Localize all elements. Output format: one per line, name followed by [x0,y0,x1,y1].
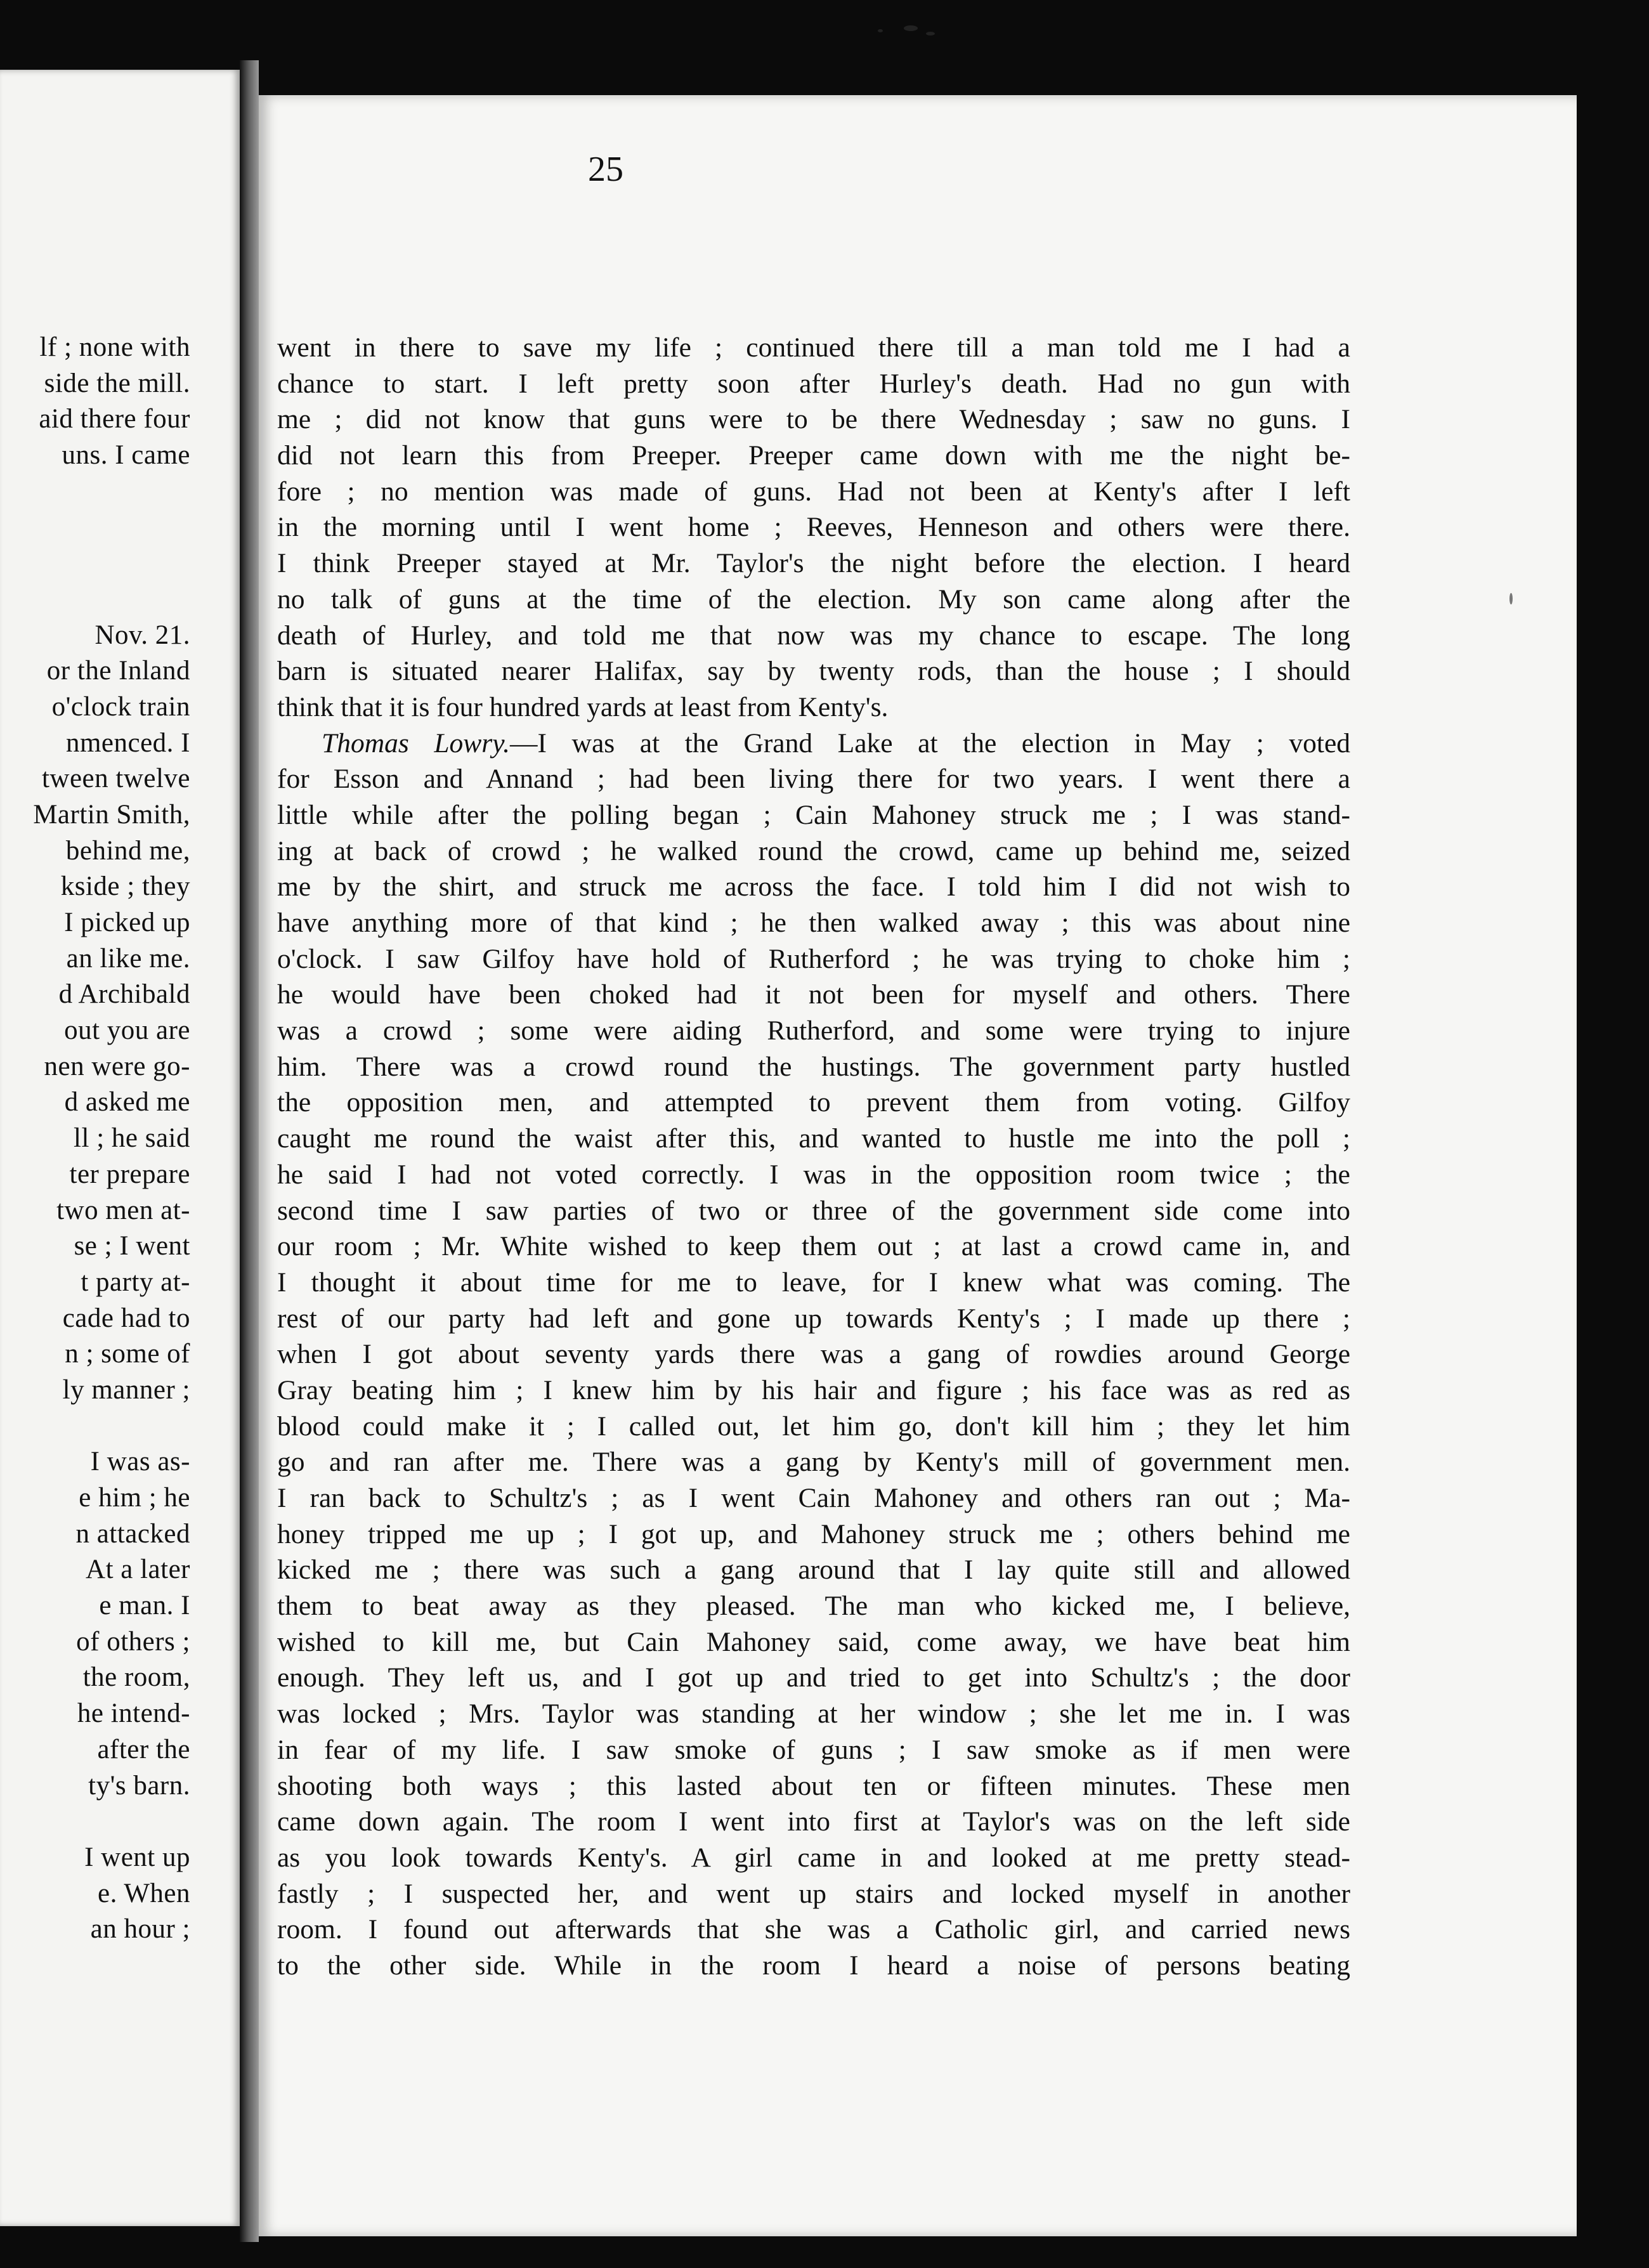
text-line: in fear of my life. I saw smoke of guns ; I saw smoke as if men were [277,1734,1350,1765]
text-line: shooting both ways ; this lasted about ten or fifteen minutes. These men [277,1770,1350,1801]
facing-page-line: o'clock train [51,691,190,722]
text-line: for Esson and Annand ; had been living there for two years. I went there a [277,764,1350,795]
text-line: go and ran after me. There was a gang by Kenty's mill of government men. [277,1447,1350,1478]
facing-page-line: Nov. 21. [95,620,190,650]
text-line: to the other side. While in the room I heard a noise of persons beating [277,1950,1350,1981]
facing-page-line [0,545,190,582]
facing-page-line: out you are [64,1015,190,1046]
scan-speck [878,29,883,32]
text-line: caught me round the waist after this, and wanted to hustle me into the poll ; [277,1123,1350,1154]
facing-page-line: d Archibald [58,979,190,1010]
text-line: wished to kill me, but Cain Mahoney said, come away, we have beat him [277,1626,1350,1657]
facing-page-line: e man. I [99,1591,190,1621]
scan-speck [926,32,935,36]
text-line: him. There was a crowd round the hustings. The government party hustled [277,1051,1350,1082]
text-line: enough. They left us, and I got up and tried to get into Schultz's ; the door [277,1662,1350,1693]
text-line: think that it is four hundred yards at least from Kenty's. [277,691,889,722]
text-line: as you look towards Kenty's. A girl came in and looked at me pretty stead- [277,1842,1350,1873]
facing-page-line: lf ; none with [39,332,190,362]
text-line: have anything more of that kind ; he then walked away ; this was about nine [277,908,1350,938]
text-line: the opposition men, and attempted to prevent them from voting. Gilfoy [277,1087,1350,1118]
facing-page-line: ly manner ; [62,1374,190,1405]
text-line: did not learn this from Preeper. Preeper came down with me the night be- [277,440,1350,471]
text-line: death of Hurley, and told me that now was my chance to escape. The long [277,620,1350,651]
facing-page-line: or the Inland [46,656,190,686]
text-line: o'clock. I saw Gilfoy have hold of Rutherford ; he was trying to choke him ; [277,943,1350,974]
text-line: went in there to save my life ; continued there till a man told me I had a [277,332,1350,363]
scan-speck [904,25,918,31]
facing-page-line: se ; I went [74,1231,190,1261]
facing-page-line: kside ; they [60,871,190,902]
text-line: rest of our party had left and gone up towards Kenty's ; I made up there ; [277,1303,1350,1334]
facing-page-line: n attacked [75,1518,190,1549]
text-line: fastly ; I suspected her, and went up stairs and locked myself in another [277,1878,1350,1909]
text-line: chance to start. I left pretty soon after Hurley's death. Had no gun with [277,368,1350,399]
facing-page-line: ter prepare [69,1159,190,1189]
text-line: blood could make it ; I called out, let him go, don't kill him ; they let him [277,1411,1350,1442]
facing-page-line: an like me. [66,943,190,974]
text-line: I ran back to Schultz's ; as I went Cain Mahoney and others ran out ; Ma- [277,1483,1350,1513]
page-body [277,330,1350,1984]
text-line: second time I saw parties of two or three of the government side come into [277,1195,1350,1226]
text-line: I thought it about time for me to leave, for I knew what was coming. The [277,1267,1350,1298]
facing-page-line: of others ; [76,1626,190,1657]
text-line: honey tripped me up ; I got up, and Mahoney struck me ; others behind me [277,1518,1350,1549]
facing-page-line: an hour ; [90,1914,190,1945]
text-line [277,726,1350,762]
text-line: I think Preeper stayed at Mr. Taylor's the night before the election. I heard [277,548,1350,579]
book-gutter [240,60,259,2242]
text-line: was locked ; Mrs. Taylor was standing at her window ; she let me in. I was [277,1698,1350,1730]
facing-page-line [0,474,190,510]
speaker-name: Thomas Lowry. [322,727,511,759]
facing-page-line: the room, [82,1662,190,1693]
facing-page-line: after the [97,1734,190,1764]
facing-page-line: e. When [98,1878,190,1908]
text-line: our room ; Mr. White wished to keep them out ; at last a crowd came in, and [277,1231,1350,1262]
facing-page-line: nen were go- [44,1051,190,1081]
facing-page-line: ty's barn. [88,1770,190,1801]
page-number: 25 [588,150,623,189]
scan-speck [1509,593,1513,604]
text-line: came down again. The room I went into first at Taylor's was on the left side [277,1806,1350,1837]
facing-page-line: nmenced. I [65,727,190,758]
text-line: he said I had not voted correctly. I was in the opposition room twice ; the [277,1159,1350,1190]
text-line: me ; did not know that guns were to be there Wednesday ; saw no guns. I [277,404,1350,435]
facing-page-line [0,1804,190,1840]
facing-page-line: uns. I came [62,440,190,471]
text-line: when I got about seventy yards there was a gang of rowdies around George [277,1339,1350,1370]
facing-page-line: Martin Smith, [33,799,190,830]
facing-page-line: I picked up [64,908,190,937]
facing-page-line: he intend- [77,1698,190,1729]
facing-page-line: I went up [84,1842,190,1872]
text-line: me by the shirt, and struck me across the face. I told him I did not wish to [277,871,1350,903]
facing-page-line: behind me, [65,835,190,866]
facing-page-line: two men at- [56,1195,190,1225]
facing-page-line [0,582,190,618]
facing-page-line [0,1409,190,1445]
text-line: kicked me ; there was such a gang around that I lay quite still and allowed [277,1554,1350,1586]
facing-page-text [0,330,190,1948]
facing-page-line: aid there four [39,404,190,434]
facing-page-line: side the mill. [44,368,190,398]
line-text: —I was at the Grand Lake at the election in May ; voted [510,727,1350,759]
facing-page-line: d asked me [64,1087,190,1118]
facing-page-line: n ; some of [65,1339,190,1369]
facing-page-line: At a later [86,1554,190,1585]
text-line: no talk of guns at the time of the election. My son came along after the [277,583,1350,615]
facing-page-line: tween twelve [41,764,190,794]
text-line: ing at back of crowd ; he walked round the crowd, came up behind me, seized [277,835,1350,866]
facing-page-line: cade had to [62,1303,190,1333]
facing-page-line: e him ; he [79,1483,190,1513]
facing-page-line: t party at- [81,1267,190,1297]
facing-page-left [0,70,240,2226]
text-line: room. I found out afterwards that she was a Catholic girl, and carried news [277,1914,1350,1945]
text-line: them to beat away as they pleased. The man who kicked me, I believe, [277,1591,1350,1622]
paragraph [277,726,1350,1984]
facing-page-line: I was as- [90,1447,190,1477]
text-line: was a crowd ; some were aiding Rutherford, and some were trying to injure [277,1015,1350,1046]
text-line: Gray beating him ; I knew him by his hair and figure ; his face was as red as [277,1374,1350,1405]
facing-page-line [0,509,190,545]
text-line: fore ; no mention was made of guns. Had not been at Kenty's after I left [277,476,1350,507]
text-line: in the morning until I went home ; Reeves, Henneson and others were there. [277,512,1350,543]
text-line: little while after the polling began ; Cain Mahoney struck me ; I was stand- [277,799,1350,830]
text-line: he would have been choked had it not been for myself and others. There [277,979,1350,1010]
paragraph [277,330,1350,726]
text-line: barn is situated nearer Halifax, say by twenty rods, than the house ; I should [277,656,1350,687]
facing-page-line: ll ; he said [74,1123,190,1154]
